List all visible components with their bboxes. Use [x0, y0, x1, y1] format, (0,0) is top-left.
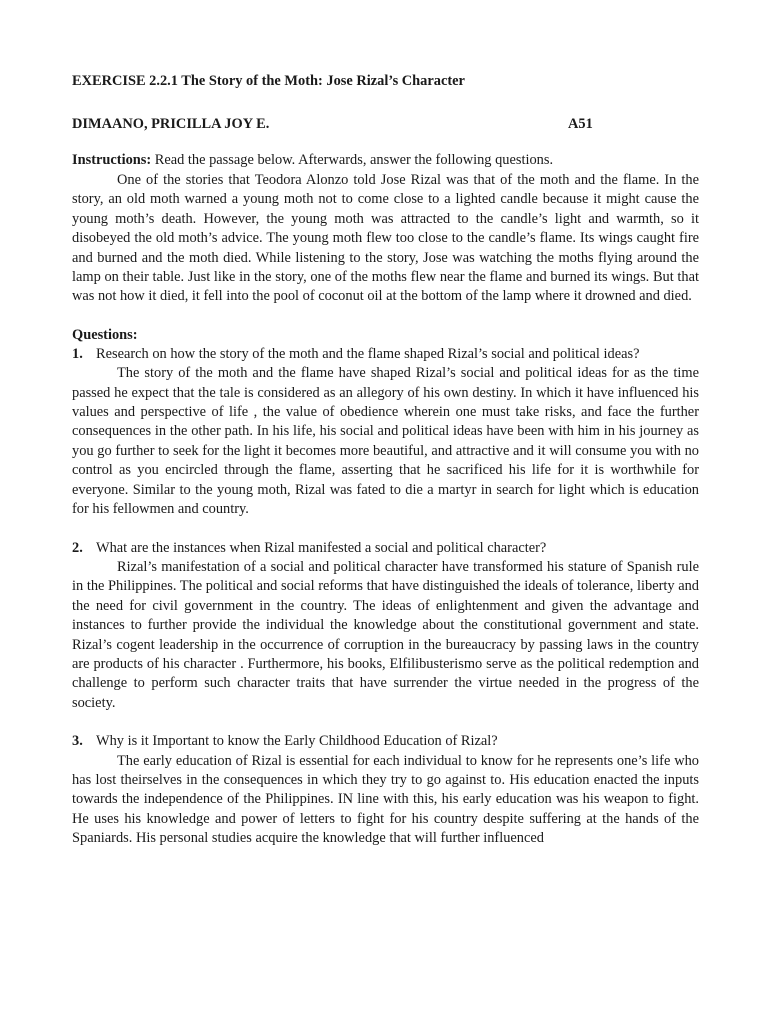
question-number: 2. [72, 539, 83, 556]
question-number: 3. [72, 733, 83, 750]
story-passage: One of the stories that Teodora Alonzo told Jose Rizal was that of the moth and the flame. In the story, an old moth warned a young moth not to come close to a lighted candle because it might cause the young moth’s death. However, the young moth was attracted to the candle’s light and warmth, so it disobeyed the old moth’s advice. The young moth flew too close to the candle’s flame. Its wings caught fire and burned and the moth died. While listening to the story, Jose was watching the moths flying around the lamp on their table. Just like in the story, one of the moths flew near the flame and burned its wings. But that was not how it died, it fell into the pool of coconut oil at the bottom of the lamp where it drowned and died. [72, 172, 699, 305]
student-info-row [72, 115, 699, 135]
section-code: A51 [568, 116, 593, 132]
instructions-label: Instructions: [72, 152, 152, 168]
question-2 [72, 539, 699, 558]
exercise-title: EXERCISE 2.2.1 The Story of the Moth: Jose Rizal’s Character [72, 73, 465, 89]
answer-2: Rizal’s manifestation of a social and political character have transformed his stature of Spanish rule in the Philippines. The political and social reforms that have distinguished the ideals of tolerance, liberty and the need for civil government in the country. The ideas of enlightenment and given the advantage and instances to further provide the individual the knowledge about the constitutional government and state. Rizal’s cogent leadership in the occurrence of corruption in the bureaucracy by passing laws in the country are products of his character . Furthermore, his books, Elfilibusterismo serve as the political redemption and challenge to perform such character traits that have surrender the virtue needed in the progress of the society. [72, 558, 699, 711]
answer-1: The story of the moth and the flame have shaped Rizal’s social and political ideas for as the time passed he expect that the tale is considered as an allegory of his own destiny. In which it have influenced his values and perspective of life , the value of obedience wherein one must take risks, and face the further consequences in the other path. In his life, his social and political ideas have been with him in his journey as you go further to seek for the light it becomes more beautiful, and attractive and it will consume you with no control as you encircled through the flame, asserting that he sacrificed his life for it is worthwhile for everyone. Similar to the young moth, Rizal was fated to die a martyr in search for light which is education for his fellowmen and country. [72, 365, 699, 518]
instructions [72, 151, 699, 171]
question-text: What are the instances when Rizal manifested a social and political character? [96, 539, 547, 556]
student-name: DIMAANO, PRICILLA JOY E. [72, 116, 270, 132]
question-1 [72, 345, 699, 364]
question-text: Why is it Important to know the Early Childhood Education of Rizal? [96, 733, 498, 750]
answer-3: The early education of Rizal is essential for each individual to know for he represents one’s life who has lost theirselves in the consequences in which they try to go against to. His education enacted the inputs towards the independence of the Philippines. IN line with this, his early education was his weapon to fight. He uses his knowledge and power of letters to fight for his country despite suffering at the hands of the Spaniards. His personal studies acquire the knowledge that will further influenced [72, 752, 699, 847]
instructions-text: Read the passage below. Afterwards, answer the following questions. [151, 152, 554, 168]
document-page [72, 72, 699, 849]
questions-heading: Questions: [72, 326, 138, 343]
question-text: Research on how the story of the moth and the flame shaped Rizal’s social and political ideas? [96, 345, 640, 362]
question-3 [72, 732, 699, 751]
question-number: 1. [72, 345, 83, 362]
